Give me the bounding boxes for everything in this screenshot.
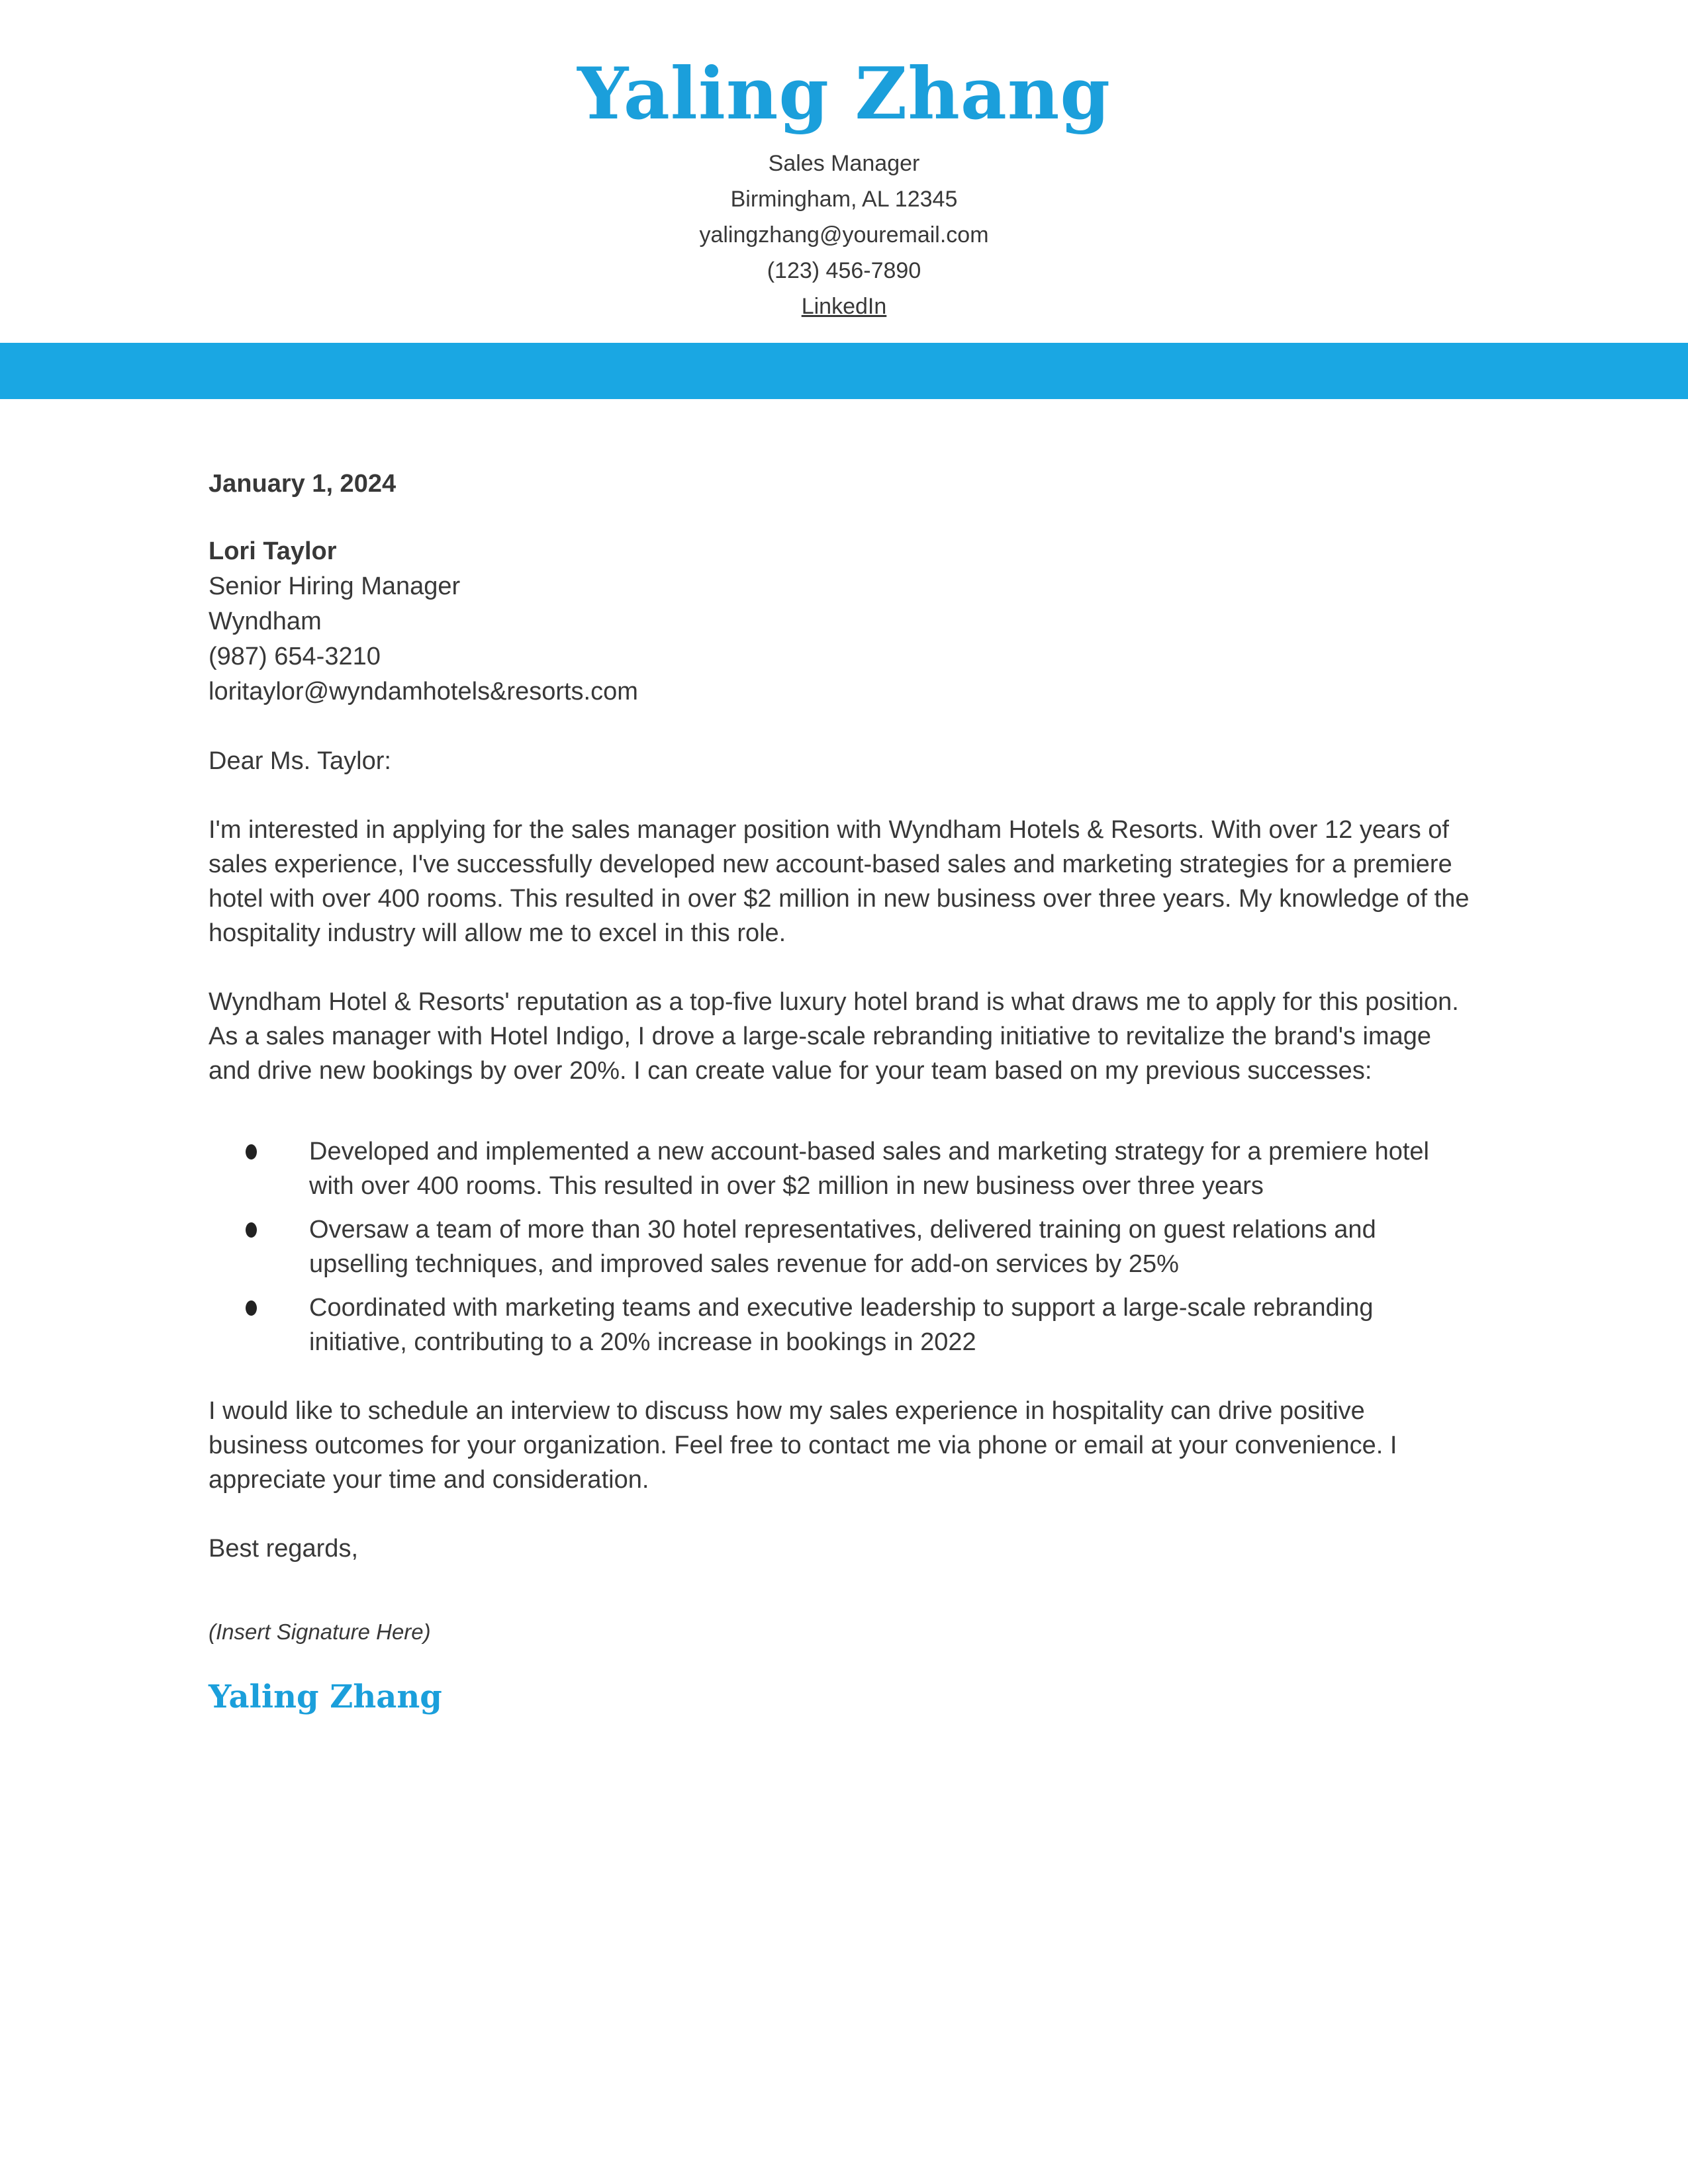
recipient-phone: (987) 654-3210 [209, 643, 381, 671]
sender-job-title: Sales Manager [768, 151, 920, 177]
recipient-block [209, 534, 1470, 709]
recipient-name: Lori Taylor [209, 537, 337, 566]
sender-name-heading: Yaling Zhang [577, 52, 1111, 136]
signature-placeholder: (Insert Signature Here) [209, 1619, 431, 1645]
sender-contact-block [0, 146, 1688, 324]
sender-email: yalingzhang@youremail.com [699, 222, 989, 248]
achievement-item-3: Coordinated with marketing teams and executive leadership to support a large-scale rebranding initiative, contributing to a 20% increase in bookings in 2022 [209, 1291, 1470, 1359]
body-paragraph-1: I'm interested in applying for the sales manager position with Wyndham Hotels & Resorts. With over 12 years of sales experience, I've successfully developed new account-based sales and marketing strategies for a premiere hotel with over 400 rooms. This resulted in over $2 million in new business over three years. My knowledge of the hospitality industry will allow me to excel in this role. [209, 816, 1470, 948]
recipient-email: loritaylor@wyndamhotels&resorts.com [209, 678, 638, 706]
achievement-item-1: Developed and implemented a new account-based sales and marketing strategy for a premiere hotel with over 400 rooms. This resulted in over $2 million in new business over three years [209, 1134, 1470, 1203]
body-paragraph-2: Wyndham Hotel & Resorts' reputation as a top-five luxury hotel brand is what draws me to apply for this position. As a sales manager with Hotel Indigo, I drove a large-scale rebranding initiative to revitalize the brand's image and drive new bookings by over 20%. I can create value for your team based on my previous successes: [209, 988, 1459, 1085]
linkedin-link[interactable]: LinkedIn [801, 294, 887, 320]
letter-body [0, 467, 1688, 1714]
recipient-title: Senior Hiring Manager [209, 572, 461, 601]
accent-divider-bar [0, 343, 1688, 399]
recipient-company: Wyndham [209, 608, 322, 636]
achievement-item-2: Oversaw a team of more than 30 hotel representatives, delivered training on guest relations and upselling techniques, and improved sales revenue for add-on services by 25% [209, 1212, 1470, 1281]
signature-name: Yaling Zhang [209, 1678, 442, 1716]
achievements-list [209, 1134, 1470, 1359]
sender-location: Birmingham, AL 12345 [730, 187, 958, 212]
letter-header [0, 0, 1688, 324]
letter-date: January 1, 2024 [209, 470, 397, 498]
linkedin-line [0, 289, 1688, 324]
valediction: Best regards, [209, 1535, 358, 1563]
salutation: Dear Ms. Taylor: [209, 747, 391, 776]
closing-paragraph: I would like to schedule an interview to discuss how my sales experience in hospitality can drive positive business outcomes for your organization. Feel free to contact me via phone or email at your convenience. I appreciate your time and consideration. [209, 1397, 1397, 1494]
sender-phone: (123) 456-7890 [767, 258, 921, 284]
